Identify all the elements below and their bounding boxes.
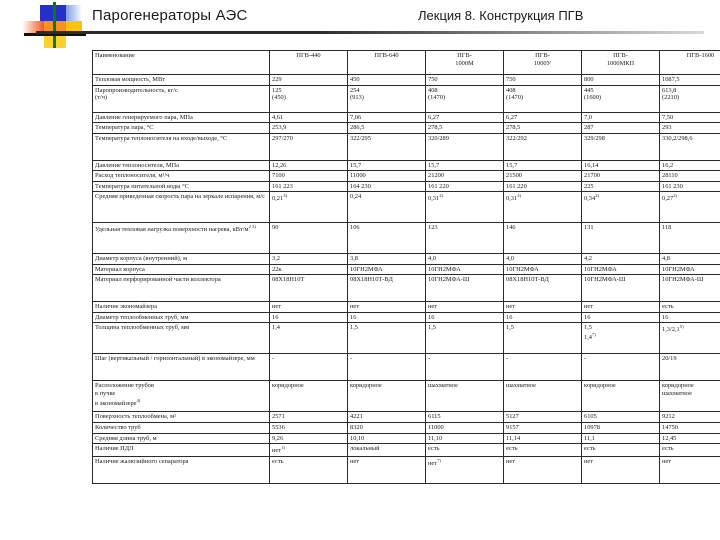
cell-r2-c3: 408 (1470): [426, 85, 504, 112]
cell-r8-c5: 225: [582, 181, 660, 192]
cell-r4-c6: 293: [660, 123, 720, 134]
cell-r20-c5: 10978: [582, 423, 660, 434]
cell-r14-c1: нет: [270, 302, 348, 313]
cell-r11-c4: 4,0: [504, 254, 582, 265]
cell-r18-c6: коридорное шахматное: [660, 381, 720, 412]
cell-r9-c6: 0,27$^{2)}$: [660, 192, 720, 223]
cell-r17-c3: -: [426, 354, 504, 381]
cell-r22-c1: нет$^{1)}$: [270, 444, 348, 457]
cell-r18-c1: коридорное: [270, 381, 348, 412]
cell-r10-c6: 118: [660, 223, 720, 254]
cell-r7-c1: 7100: [270, 171, 348, 182]
cell-r6-c6: 16,2: [660, 160, 720, 171]
row-label: Давление генерируемого пара, МПа: [93, 112, 270, 123]
cell-r3-c2: 7,06: [348, 112, 426, 123]
cell-r4-c2: 286,5: [348, 123, 426, 134]
cell-r21-c2: 10,10: [348, 433, 426, 444]
cell-r9-c2: 0,24: [348, 192, 426, 223]
cell-r10-c5: 131: [582, 223, 660, 254]
cell-r12-c3: 10ГН2МФА: [426, 264, 504, 275]
column-header-2: ПГВ-640: [348, 51, 426, 75]
cell-r6-c5: 16,14: [582, 160, 660, 171]
table-row: [93, 264, 720, 275]
cell-r14-c4: нет: [504, 302, 582, 313]
row-label: Расход теплоносителя, м³/ч: [93, 171, 270, 182]
cell-r10-c1: 90: [270, 223, 348, 254]
cell-r6-c4: 15,7: [504, 160, 582, 171]
column-header-3: ПГВ- 1000М: [426, 51, 504, 75]
cell-r12-c4: 10ГН2МФА: [504, 264, 582, 275]
cell-r5-c4: 322/292: [504, 133, 582, 160]
cell-r21-c4: 11,14: [504, 433, 582, 444]
row-label: Средняя приведенная скорость пара на зеркале испарения, м/с: [93, 192, 270, 223]
table-header-row: [93, 51, 720, 75]
table-row: [93, 323, 720, 354]
cell-r13-c1: 08Х18Н10Т: [270, 275, 348, 302]
table-row: [93, 354, 720, 381]
cell-r17-c2: -: [348, 354, 426, 381]
cell-r13-c6: 10ГН2МФА-Ш: [660, 275, 720, 302]
cell-r19-c2: 4221: [348, 412, 426, 423]
cell-r23-c6: нет: [660, 456, 720, 483]
row-label: Удельная тепловая нагрузка поверхности нагрева, кВт/$м^{2 3)}$: [93, 223, 270, 254]
column-header-1: ПГВ-440: [270, 51, 348, 75]
cell-r5-c3: 320/289: [426, 133, 504, 160]
row-label: Температура теплоносителя на входе/выходе, °С: [93, 133, 270, 160]
cell-r21-c3: 11,10: [426, 433, 504, 444]
cell-r9-c1: 0,21$^{3)}$: [270, 192, 348, 223]
cell-r17-c1: -: [270, 354, 348, 381]
cell-r16-c6: 1,3/2,1$^{5)}$: [660, 323, 720, 354]
cell-r15-c1: 16: [270, 312, 348, 323]
cell-r3-c4: 6,27: [504, 112, 582, 123]
header-divider: [36, 31, 704, 34]
cell-r15-c3: 16: [426, 312, 504, 323]
cell-r15-c5: 16: [582, 312, 660, 323]
cell-r16-c2: 1,5: [348, 323, 426, 354]
cell-r12-c2: 10ГН2МФА: [348, 264, 426, 275]
cell-r17-c5: -: [582, 354, 660, 381]
cell-r13-c3: 10ГН2МФА-Ш: [426, 275, 504, 302]
cell-r8-c1: 161 223: [270, 181, 348, 192]
cell-r1-c1: 229: [270, 75, 348, 86]
cell-r18-c4: шахматное: [504, 381, 582, 412]
cell-r23-c1: есть: [270, 456, 348, 483]
cell-r12-c5: 10ГН2МФА: [582, 264, 660, 275]
cell-r13-c2: 08Х18Н10Т-ВД: [348, 275, 426, 302]
row-label: Материал перфорированной части коллектора: [93, 275, 270, 302]
cell-r17-c6: 20/19: [660, 354, 720, 381]
cell-r5-c6: 330,2/298,6: [660, 133, 720, 160]
cell-r9-c5: 0,34$^{2)}$: [582, 192, 660, 223]
cell-r2-c6: 613,8 (2210): [660, 85, 720, 112]
row-label: Тепловая мощность, МВт: [93, 75, 270, 86]
cell-r7-c2: 11000: [348, 171, 426, 182]
cell-r8-c4: 161 220: [504, 181, 582, 192]
cell-r11-c2: 3,8: [348, 254, 426, 265]
cell-r20-c2: 8320: [348, 423, 426, 434]
row-label: Диаметр теплообменных труб, мм: [93, 312, 270, 323]
table-row: [93, 433, 720, 444]
cell-r20-c4: 9157: [504, 423, 582, 434]
cell-r6-c2: 15,7: [348, 160, 426, 171]
row-label: Количество труб: [93, 423, 270, 434]
cell-r13-c5: 10ГН2МФА-Ш: [582, 275, 660, 302]
cell-r14-c2: нет: [348, 302, 426, 313]
cell-r6-c3: 15,7: [426, 160, 504, 171]
cell-r12-c1: 22к: [270, 264, 348, 275]
table-row: [93, 254, 720, 265]
table-row: [93, 302, 720, 313]
cell-r10-c3: 123: [426, 223, 504, 254]
table-row: [93, 444, 720, 457]
row-label: Наличие экономайзера: [93, 302, 270, 313]
cell-r3-c5: 7,0: [582, 112, 660, 123]
table-row: [93, 75, 720, 86]
table-row: [93, 192, 720, 223]
cell-r11-c5: 4,2: [582, 254, 660, 265]
cell-r12-c6: 10ГН2МФА: [660, 264, 720, 275]
cell-r1-c5: 800: [582, 75, 660, 86]
column-header-4: ПГВ- 1000У: [504, 51, 582, 75]
cell-r21-c1: 9,26: [270, 433, 348, 444]
cell-r19-c5: 6105: [582, 412, 660, 423]
cell-r13-c4: 08Х18Н10Т-ВД: [504, 275, 582, 302]
cell-r3-c6: 7,50: [660, 112, 720, 123]
cell-r16-c5: 1,5 1,4$^{7)}$: [582, 323, 660, 354]
table-row: [93, 171, 720, 182]
row-label: Паропроизводительность, кг/с (т/ч): [93, 85, 270, 112]
cell-r15-c6: 16: [660, 312, 720, 323]
cell-r7-c4: 21500: [504, 171, 582, 182]
cell-r1-c3: 750: [426, 75, 504, 86]
presentation-logo-icon: [22, 2, 90, 46]
table-row: [93, 160, 720, 171]
header-right-title: Лекция 8. Конструкция ПГВ: [418, 8, 584, 23]
cell-r23-c2: нет: [348, 456, 426, 483]
cell-r20-c3: 11000: [426, 423, 504, 434]
table-row: [93, 181, 720, 192]
cell-r14-c5: нет: [582, 302, 660, 313]
cell-r2-c4: 408 (1470): [504, 85, 582, 112]
cell-r9-c3: 0,31$^{2)}$: [426, 192, 504, 223]
cell-r14-c6: есть: [660, 302, 720, 313]
cell-r9-c4: 0,31$^{2)}$: [504, 192, 582, 223]
cell-r1-c2: 450: [348, 75, 426, 86]
cell-r11-c1: 3,2: [270, 254, 348, 265]
header-left-title: Парогенераторы АЭС: [92, 7, 248, 24]
row-label: Наличие жалюзийного сепаратора: [93, 456, 270, 483]
row-label: Диаметр корпуса (внутренний), м: [93, 254, 270, 265]
cell-r5-c2: 322/295: [348, 133, 426, 160]
cell-r18-c2: коридорное: [348, 381, 426, 412]
specifications-table: [92, 50, 720, 484]
cell-r16-c3: 1,5: [426, 323, 504, 354]
cell-r23-c5: нет: [582, 456, 660, 483]
row-label: Шаг (вертикальный / горизонтальный) в экономайзере, мм: [93, 354, 270, 381]
cell-r11-c3: 4,0: [426, 254, 504, 265]
cell-r2-c2: 254 (913): [348, 85, 426, 112]
cell-r4-c1: 253,9: [270, 123, 348, 134]
cell-r8-c2: 164 230: [348, 181, 426, 192]
specifications-table-container: [92, 50, 715, 484]
cell-r7-c3: 21200: [426, 171, 504, 182]
row-label: Материал корпуса: [93, 264, 270, 275]
cell-r4-c4: 278,5: [504, 123, 582, 134]
row-label: Поверхность теплообмена, м²: [93, 412, 270, 423]
cell-r11-c6: 4,8: [660, 254, 720, 265]
table-row: [93, 423, 720, 434]
cell-r8-c6: 161 230: [660, 181, 720, 192]
cell-r22-c2: локальный: [348, 444, 426, 457]
cell-r5-c5: 329/298: [582, 133, 660, 160]
cell-r21-c5: 11,1: [582, 433, 660, 444]
cell-r23-c3: нет$^{7)}$: [426, 456, 504, 483]
table-row: [93, 275, 720, 302]
cell-r22-c5: есть: [582, 444, 660, 457]
cell-r20-c1: 5536: [270, 423, 348, 434]
cell-r5-c1: 297/270: [270, 133, 348, 160]
table-row: [93, 412, 720, 423]
cell-r21-c6: 12,45: [660, 433, 720, 444]
row-label: Расположение трубов в пучке в экономайзере$^{4)}$: [93, 381, 270, 412]
cell-r19-c3: 6115: [426, 412, 504, 423]
cell-r18-c5: коридорное: [582, 381, 660, 412]
table-row: [93, 223, 720, 254]
column-header-6: ПГВ-1600: [660, 51, 720, 75]
table-row: [93, 133, 720, 160]
cell-r22-c4: есть: [504, 444, 582, 457]
cell-r4-c5: 287: [582, 123, 660, 134]
cell-r4-c3: 278,5: [426, 123, 504, 134]
cell-r8-c3: 161 220: [426, 181, 504, 192]
cell-r19-c6: 9212: [660, 412, 720, 423]
cell-r19-c4: 5127: [504, 412, 582, 423]
row-label: Температура питательной воды °С: [93, 181, 270, 192]
cell-r3-c3: 6,27: [426, 112, 504, 123]
row-label: Средняя длина труб, м: [93, 433, 270, 444]
cell-r2-c5: 445 (1600): [582, 85, 660, 112]
table-row: [93, 312, 720, 323]
row-label: Толщина теплообменных труб, мм: [93, 323, 270, 354]
row-label: Температура пара, °С: [93, 123, 270, 134]
cell-r15-c2: 16: [348, 312, 426, 323]
table-row: [93, 85, 720, 112]
column-header-5: ПГВ- 1000МКП: [582, 51, 660, 75]
slide-header: [0, 0, 720, 46]
cell-r10-c4: 146: [504, 223, 582, 254]
row-label: Наличие ПДЛ: [93, 444, 270, 457]
cell-r6-c1: 12,26: [270, 160, 348, 171]
cell-r2-c1: 125 (450): [270, 85, 348, 112]
cell-r14-c3: нет: [426, 302, 504, 313]
cell-r1-c4: 750: [504, 75, 582, 86]
cell-r22-c6: есть: [660, 444, 720, 457]
cell-r7-c6: 28110: [660, 171, 720, 182]
table-row: [93, 112, 720, 123]
cell-r10-c2: 106: [348, 223, 426, 254]
cell-r20-c6: 14750: [660, 423, 720, 434]
cell-r3-c1: 4,61: [270, 112, 348, 123]
table-corner-label: Наименование: [93, 51, 270, 75]
cell-r18-c3: шахматное: [426, 381, 504, 412]
cell-r16-c1: 1,4: [270, 323, 348, 354]
cell-r17-c4: -: [504, 354, 582, 381]
cell-r15-c4: 16: [504, 312, 582, 323]
table-row: [93, 381, 720, 412]
table-row: [93, 123, 720, 134]
cell-r16-c4: 1,5: [504, 323, 582, 354]
table-row: [93, 456, 720, 483]
row-label: Давление теплоносителя, МПа: [93, 160, 270, 171]
cell-r23-c4: нет: [504, 456, 582, 483]
cell-r1-c6: 1087,5: [660, 75, 720, 86]
cell-r22-c3: есть: [426, 444, 504, 457]
cell-r19-c1: 2571: [270, 412, 348, 423]
cell-r7-c5: 21700: [582, 171, 660, 182]
